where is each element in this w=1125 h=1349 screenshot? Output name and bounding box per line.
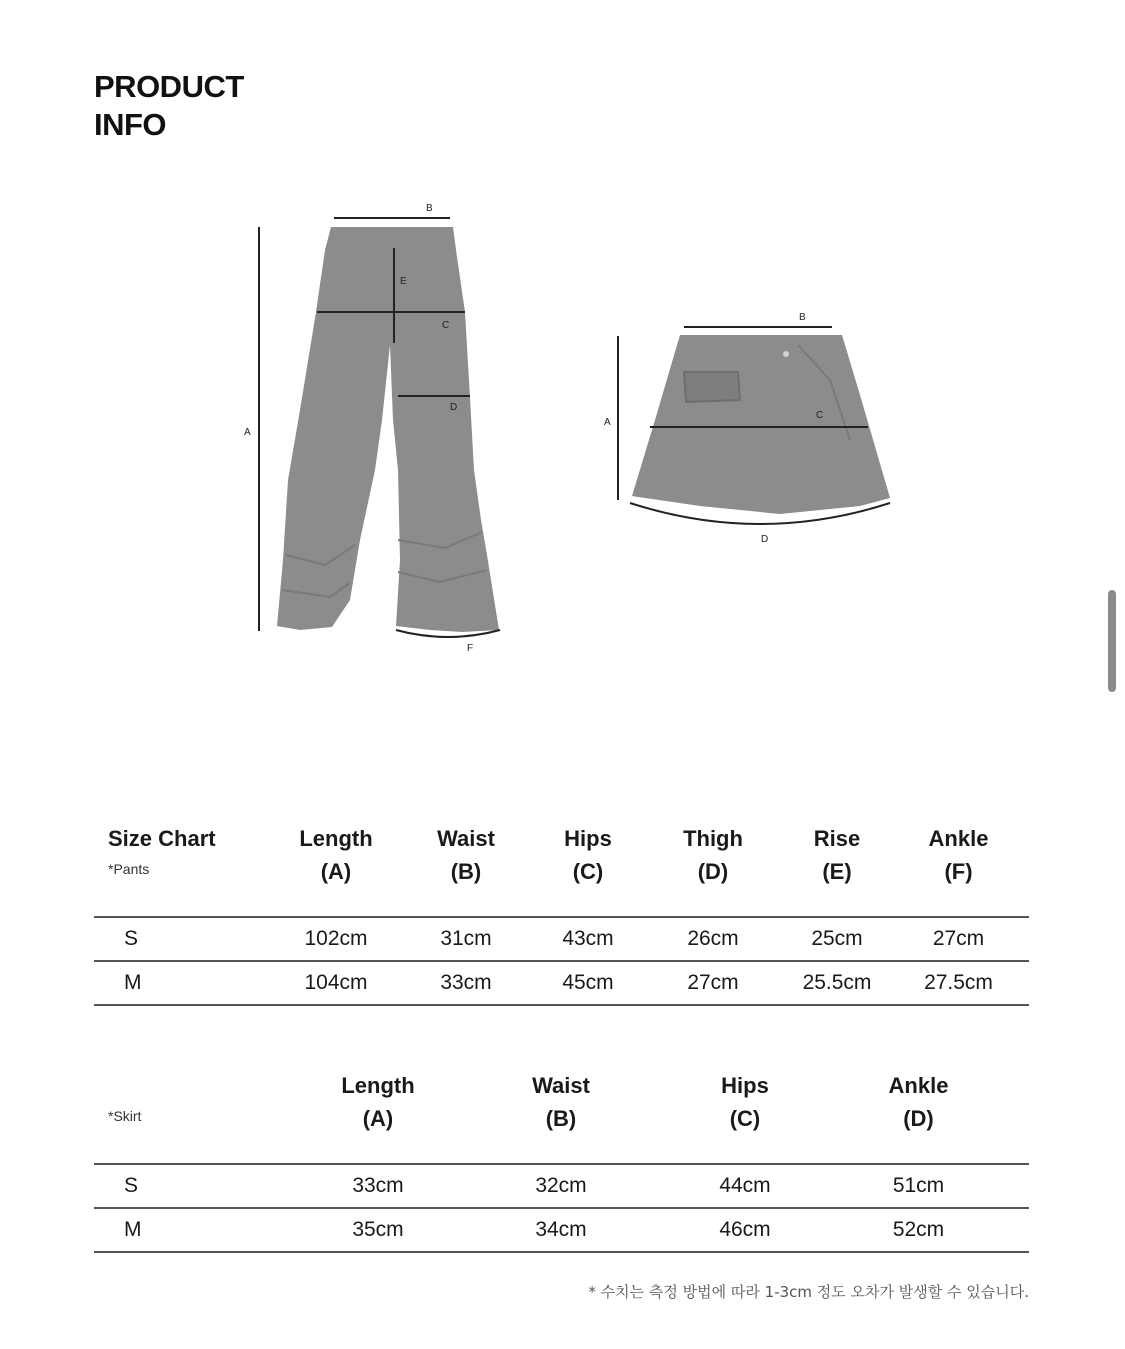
skirt-label-b: B — [799, 312, 806, 323]
scrollbar-thumb[interactable] — [1108, 590, 1116, 692]
table-cell: 44cm — [682, 1164, 808, 1208]
table-cell: 46cm — [682, 1208, 808, 1252]
measurement-footnote: * 수치는 측정 방법에 따라 1-3cm 정도 오차가 발생할 수 있습니다. — [588, 1283, 1029, 1301]
table-row — [94, 1208, 1029, 1252]
skirt-col-hips: Hips (C) — [721, 1073, 769, 1131]
skirt-label-a: A — [604, 417, 611, 428]
skirt-col-waist: Waist (B) — [532, 1073, 590, 1131]
table-cell: 27cm — [888, 917, 1029, 961]
table-cell: 43cm — [536, 917, 640, 961]
table-cell: 32cm — [440, 1164, 682, 1208]
skirt-size-table — [94, 1065, 1029, 1253]
skirt-col-ankle: Ankle (D) — [888, 1073, 949, 1131]
skirt-diagram-svg — [600, 305, 900, 550]
table-row — [94, 1164, 1029, 1208]
table-cell: 45cm — [536, 961, 640, 1005]
pants-size-table — [94, 818, 1029, 1006]
skirt-corner-cell — [94, 1065, 316, 1164]
pants-label-d: D — [450, 402, 458, 413]
skirt-label-c: C — [816, 410, 824, 421]
table-cell: 102cm — [276, 917, 396, 961]
skirt-subtitle: *Skirt — [108, 1108, 142, 1124]
page-title-line2: INFO — [94, 107, 167, 142]
size-label: M — [94, 961, 276, 1005]
pants-label-f: F — [467, 643, 474, 654]
pants-label-e: E — [400, 276, 407, 287]
skirt-header-row — [94, 1065, 1029, 1164]
pants-label-a: A — [244, 427, 251, 438]
size-label: S — [94, 1164, 316, 1208]
table-cell: 33cm — [396, 961, 536, 1005]
pants-col-hips: Hips (C) — [564, 826, 612, 884]
skirt-label-d: D — [761, 534, 769, 545]
pants-label-c: C — [442, 320, 450, 331]
page-title-line1: PRODUCT — [94, 69, 244, 104]
pants-col-rise: Rise (E) — [813, 826, 861, 884]
table-cell: 26cm — [640, 917, 786, 961]
size-chart-title: Size Chart — [108, 826, 216, 851]
skirt-col-length: Length (A) — [341, 1073, 415, 1131]
table-cell: 31cm — [396, 917, 536, 961]
pants-col-length: Length (A) — [299, 826, 373, 884]
table-cell: 34cm — [440, 1208, 682, 1252]
table-cell: 33cm — [316, 1164, 440, 1208]
size-label: M — [94, 1208, 316, 1252]
table-cell: 52cm — [808, 1208, 1029, 1252]
pants-label-b: B — [426, 203, 433, 214]
size-label: S — [94, 917, 276, 961]
table-cell: 104cm — [276, 961, 396, 1005]
table-row — [94, 961, 1029, 1005]
table-cell: 35cm — [316, 1208, 440, 1252]
pants-diagram — [230, 195, 520, 665]
pants-header-row — [94, 818, 1029, 917]
table-cell: 27.5cm — [888, 961, 1029, 1005]
pants-corner-cell — [94, 818, 276, 917]
pants-diagram-svg — [230, 195, 520, 665]
pants-col-thigh: Thigh (D) — [683, 826, 743, 884]
table-row — [94, 917, 1029, 961]
table-cell: 27cm — [640, 961, 786, 1005]
table-cell: 25cm — [786, 917, 888, 961]
table-cell: 51cm — [808, 1164, 1029, 1208]
pants-subtitle: *Pants — [108, 861, 150, 877]
pants-col-waist: Waist (B) — [437, 826, 495, 884]
skirt-diagram — [600, 305, 900, 550]
table-cell: 25.5cm — [786, 961, 888, 1005]
pants-shape — [277, 227, 499, 632]
skirt-shape — [632, 335, 890, 514]
page-title — [94, 68, 244, 144]
pants-col-ankle: Ankle (F) — [928, 826, 989, 884]
